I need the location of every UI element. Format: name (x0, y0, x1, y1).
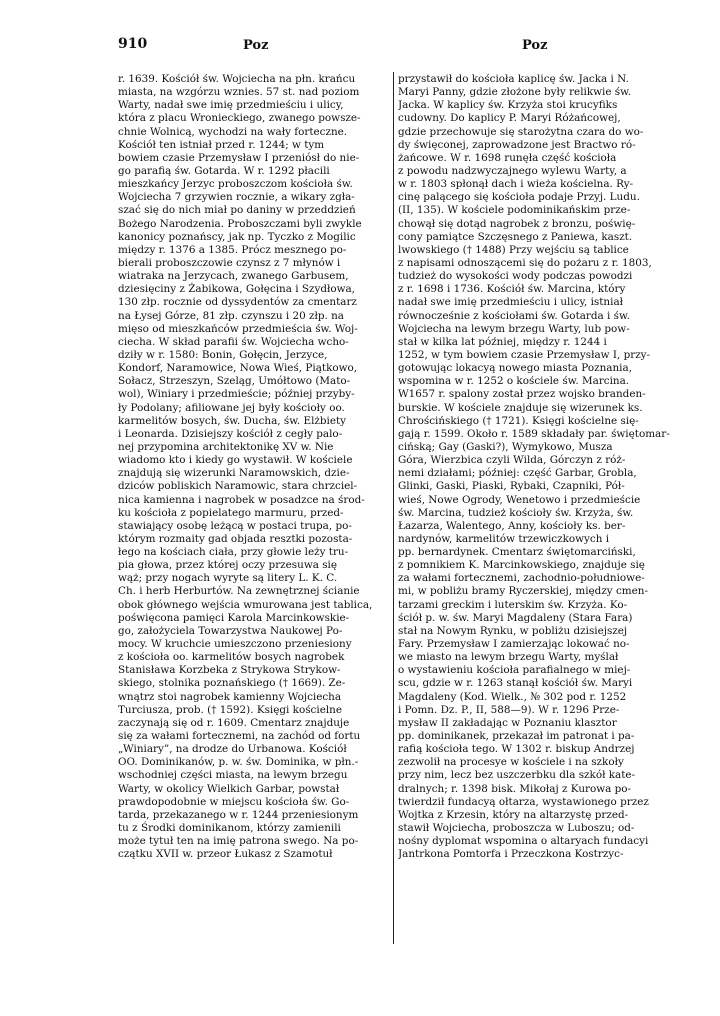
text-line: r. 1639. Kościół św. Wojciecha na płn. krańcu (118, 73, 356, 85)
text-line: pia głowa, przez której oczy przesuwa się (118, 559, 338, 572)
text-line: św. Marcina, tudzież kościoły św. Krzyża, św. (398, 506, 634, 519)
text-line: miasta, na wzgórzu wznies. 57 st. nad poziom (118, 86, 360, 99)
text-line: dziesięciny z Żabikowa, Gołęcina i Szydłowa, (118, 283, 355, 296)
text-line: Bożego Narodzenia. Proboszczami byli zwykle (118, 217, 362, 230)
text-line: (II, 135). W kościele podominikańskim prze- (398, 204, 631, 217)
text-line: wiatraka na Jerzycach, zwanego Garbusem, (118, 270, 349, 283)
text-line: scu, gdzie w r. 1263 stanął kościół św. Maryi (398, 677, 633, 690)
right-column (398, 73, 670, 861)
column-divider (393, 72, 394, 944)
text-line: pp. bernardynek. Cmentarz świętomarciński, (398, 546, 636, 559)
text-line: gotowując lokacyą nowego miasta Poznania, (398, 362, 632, 375)
text-line: Turciusza, prob. († 1592). Księgi kościelne (118, 703, 343, 716)
text-line: na Łysej Górze, 81 złp. czynszu i 20 złp. na (118, 309, 345, 322)
text-line: nośny dyplomat wspomina o altaryach fundacyi (398, 835, 649, 848)
text-line: W1657 r. spalony został przez wojsko branden- (398, 388, 646, 401)
text-line: Stanisława Korzbeka z Strykowa Strykow- (118, 664, 341, 677)
text-line: Ch. i herb Herburtów. Na zewnętrznej ścianie (118, 585, 360, 598)
text-line: Wojciecha na lewym brzegu Warty, lub pow- (398, 322, 630, 335)
text-line: żańcowe. W r. 1698 runęła część kościoła (398, 151, 617, 164)
text-line: karmelitów bosych, św. Ducha, św. Elżbiety (118, 414, 347, 427)
text-line: ły Podolany; afiliowane jej były kościoły oo. (118, 401, 345, 414)
text-line: kanonicy poznańscy, jak np. Tyczko z Mogilic (118, 230, 356, 243)
text-line: mięso od mieszkańców przedmieścia św. Woj- (118, 322, 358, 335)
text-line: Kościół ten istniał przed r. 1244; w tym (118, 138, 325, 151)
text-line: 130 złp. rocznie od dyssydentów za cmentarz (118, 296, 357, 309)
text-line: szać się do nich miał po daniny w przeddzień (118, 204, 356, 217)
text-line: się za wałami fortecznemi, na zachód od fortu (118, 730, 361, 743)
text-line: gdzie przechowuje się starożytna czara do wo- (398, 125, 644, 138)
text-line: bierali proboszczowie czynsz z 7 młynów i (118, 256, 341, 269)
text-line: mocy. W kruchcie umieszczono przeniesiony (118, 638, 352, 651)
text-line: dralnych; r. 1398 bisk. Mikołaj z Kurowa po- (398, 782, 632, 795)
text-line: którym rozmaity gad objada resztki pozosta- (118, 532, 353, 545)
text-line: o wystawieniu kościoła parafialnego w miej- (398, 664, 631, 677)
text-line: stawiający osobę leżącą w postaci trupa, po- (118, 519, 352, 532)
text-line: Glinki, Gaski, Piaski, Rybaki, Czapniki, Pół- (398, 480, 625, 493)
text-line: burskie. W kościele znajduje się wizerunek ks. (398, 401, 643, 414)
text-line: wiadomo kto i kiedy go wystawił. W kościele (118, 454, 353, 467)
text-line: nemi działami; później: część Garbar, Grobla, (398, 467, 637, 480)
text-line: dziły w r. 1580: Bonin, Gołęcin, Jerzyce, (118, 348, 328, 361)
text-line: ciecha. W skład parafii św. Wojciecha wcho- (118, 335, 349, 348)
text-line: nardynów, karmelitów trzewiczkowych i (398, 532, 610, 545)
text-line: łego na kościach ciała, przy głowie leży tru- (118, 546, 349, 559)
text-line: Chrościńskiego († 1721). Księgi kościelne się- (398, 414, 639, 427)
text-line: Jacka. W kaplicy św. Krzyża stoi krucyfiks (398, 99, 618, 112)
text-line: przy nim, lecz bez uszczerbku dla szkół kate- (398, 769, 636, 782)
text-line: go, założyciela Towarzystwa Naukowej Po- (118, 624, 343, 637)
text-line: i Leonarda. Dzisiejszy kościół z cegły palo- (118, 427, 343, 440)
text-line: Wojciecha 7 grzywien rocznie, a wikary zgła- (118, 191, 355, 204)
text-line: Maryi Panny, gdzie złożone były relikwie św. (398, 86, 632, 99)
text-line: ku kościoła z popielatego marmuru, przed- (118, 506, 344, 519)
text-line: cinę palącego się kościoła podaje Przyj. Ludu. (398, 191, 640, 204)
text-line: Fary. Przemysław I zamierzając lokować no- (398, 638, 630, 651)
text-line: tarzami greckim i luterskim św. Krzyża. Ko- (398, 598, 628, 611)
text-line: we miasto na lewym brzegu Warty, myślał (398, 651, 619, 664)
text-line: z napisami odnoszącemi się do pożaru z r. 1803, (398, 256, 652, 269)
text-line: z pomnikiem K. Marcinkowskiego, znajduje się (398, 559, 645, 572)
text-line: pp. dominikanek, przekazał im patronat i pa- (398, 730, 635, 743)
text-line: stał w kilka lat później, między r. 1244 i (398, 335, 607, 348)
text-line: rafią kościoła tego. W 1302 r. biskup Andrzej (398, 743, 635, 756)
text-line: i Pomn. Dz. P., II, 588—9). W r. 1296 Prze- (398, 703, 620, 716)
page-header (118, 36, 670, 56)
text-line: znajdują się wizerunki Naramowskich, dzie- (118, 467, 350, 480)
text-line: cudowny. Do kaplicy P. Maryi Różańcowej, (398, 112, 621, 125)
text-line: Warty, w okolicy Wielkich Garbar, powstał (118, 782, 340, 795)
text-line: czątku XVII w. przeor Łukasz z Szamotuł (118, 848, 333, 861)
text-line: stał na Nowym Rynku, w pobliżu dzisiejszej (398, 624, 628, 637)
text-line: Magdaleny (Kod. Wielk., № 302 pod r. 1252 (398, 690, 627, 703)
text-line: ściół p. w. św. Maryi Magdaleny (Stara Fara) (398, 611, 633, 624)
text-line: z powodu nadzwyczajnego wylewu Warty, a (398, 164, 627, 177)
text-line: „Winiary”, na drodze do Urbanowa. Kościół (118, 743, 347, 756)
text-line: wnątrz stoi nagrobek kamienny Wojciecha (118, 690, 342, 703)
text-line: chnie Wolnicą, wychodzi na wały forteczne. (118, 125, 348, 138)
text-line: tu z Środki dominikanom, którzy zamienili (118, 822, 341, 835)
text-line: OO. Dominikanów, p. w. św. Dominika, w płn.- (118, 756, 359, 769)
running-head-left: Poz (243, 38, 269, 53)
text-line: chowął się dotąd nagrobek z bronzu, poświę- (398, 217, 636, 230)
text-line: wschodniej części miasta, na lewym brzegu (118, 769, 348, 782)
text-line: Wojtka z Krzesin, który na altarzystę przed- (398, 808, 629, 821)
running-head-right: Poz (522, 38, 548, 53)
text-line: nica kamienna i nagrobek w posadzce na środ- (118, 493, 365, 506)
text-line: wąż; przy nogach wyryte są litery L. K. C. (118, 572, 338, 585)
text-line: mieszkańcy Jerzyc proboszczom kościoła św. (118, 178, 353, 191)
text-line: mi, w pobliżu bramy Ryczerskiej, między cmen- (398, 585, 648, 598)
text-line: za wałami fortecznemi, zachodnio-południowe- (398, 572, 645, 585)
text-line: między r. 1376 a 1385. Prócz mesznego po- (118, 243, 347, 256)
text-line: 1252, w tym bowiem czasie Przemysław I, przy- (398, 348, 651, 361)
text-line: dziców pobliskich Naramowic, stara chrzciel- (118, 480, 358, 493)
text-line: wieś, Nowe Ogrody, Wenetowo i przedmieście (398, 493, 641, 506)
text-line: Łazarza, Walentego, Anny, kościoły ks. ber- (398, 519, 626, 532)
text-line: Kondorf, Naramowice, Nowa Wieś, Piątkowo, (118, 362, 358, 375)
text-line: Jantrkona Pomtorfa i Przeczkona Kostrzyc- (398, 848, 624, 861)
text-line: przystawił do kościoła kaplicę św. Jacka i N. (398, 73, 629, 85)
text-line: wspomina w r. 1252 o kościele św. Marcina. (398, 375, 630, 388)
text-line: poświęcona pamięci Karola Marcinkowskie- (118, 611, 350, 624)
text-line: lwowskiego († 1488) Przy wejściu są tablice (398, 243, 629, 256)
text-line: dy święconej, zaprowadzone jest Bractwo ró- (398, 138, 636, 151)
text-line: nadał swe imię przedmieściu i ulicy, istniał (398, 296, 624, 309)
text-line: wol), Winiary i przedmieście; później przyby- (118, 388, 355, 401)
left-column (118, 73, 390, 861)
text-line: nej przypomina architektonikę XV w. Nie (118, 440, 334, 453)
text-line: w r. 1803 spłonął dach i wieża kościelna. Ry- (398, 178, 634, 191)
text-line: Sołacz, Strzeszyn, Szeląg, Umółtowo (Mato- (118, 375, 351, 388)
text-line: z r. 1698 i 1736. Kościół św. Marcina, który (398, 283, 626, 296)
text-line: skiego, stolnika poznańskiego († 1669). Ze- (118, 677, 346, 690)
page-number: 910 (118, 36, 148, 52)
text-line: tudzież do wysokości wody podczas powodzi (398, 270, 633, 283)
text-line: go parafią św. Gotarda. W r. 1292 płacili (118, 164, 330, 177)
text-line: równocześnie z kościołami św. Gotarda i św. (398, 309, 630, 322)
text-line: prawdopodobnie w miejscu kościoła św. Go- (118, 795, 350, 808)
text-line: stawił Wojciecha, proboszcza w Luboszu; od- (398, 822, 635, 835)
text-line: obok głównego wejścia wmurowana jest tablica, (118, 598, 373, 611)
text-line: mysław II zakładając w Poznaniu klasztor (398, 716, 617, 729)
text-line: zaczynają się od r. 1609. Cmentarz znajduje (118, 716, 350, 729)
text-line: która z placu Wronieckiego, zwanego powsze- (118, 112, 361, 125)
text-line: z kościoła oo. karmelitów bosych nagrobek (118, 651, 345, 664)
text-line: Warty, nadał swe imię przedmieściu i ulicy, (118, 99, 344, 112)
text-line: Góra, Wierzbica czyli Wilda, Górczyn z róż- (398, 454, 626, 467)
text-line: może tytuł ten na imię patrona swego. Na po- (118, 835, 359, 848)
text-line: zezwolił na procesye w kościele i na szkoły (398, 756, 624, 769)
text-line: cińską; Gay (Gaski?), Wymykowo, Musza (398, 440, 613, 453)
text-line: gają r. 1599. Około r. 1589 składały par. świętomar- (398, 427, 670, 440)
text-line: bowiem czasie Przemysław I przeniósł do nie- (118, 151, 360, 164)
text-line: cony pamiątce Szczęsnego z Paniewa, kaszt. (398, 230, 633, 243)
text-line: tarda, przekazanego w r. 1244 przeniesionym (118, 808, 359, 821)
text-line: twierdził fundacyą ołtarza, wystawionego przez (398, 795, 649, 808)
